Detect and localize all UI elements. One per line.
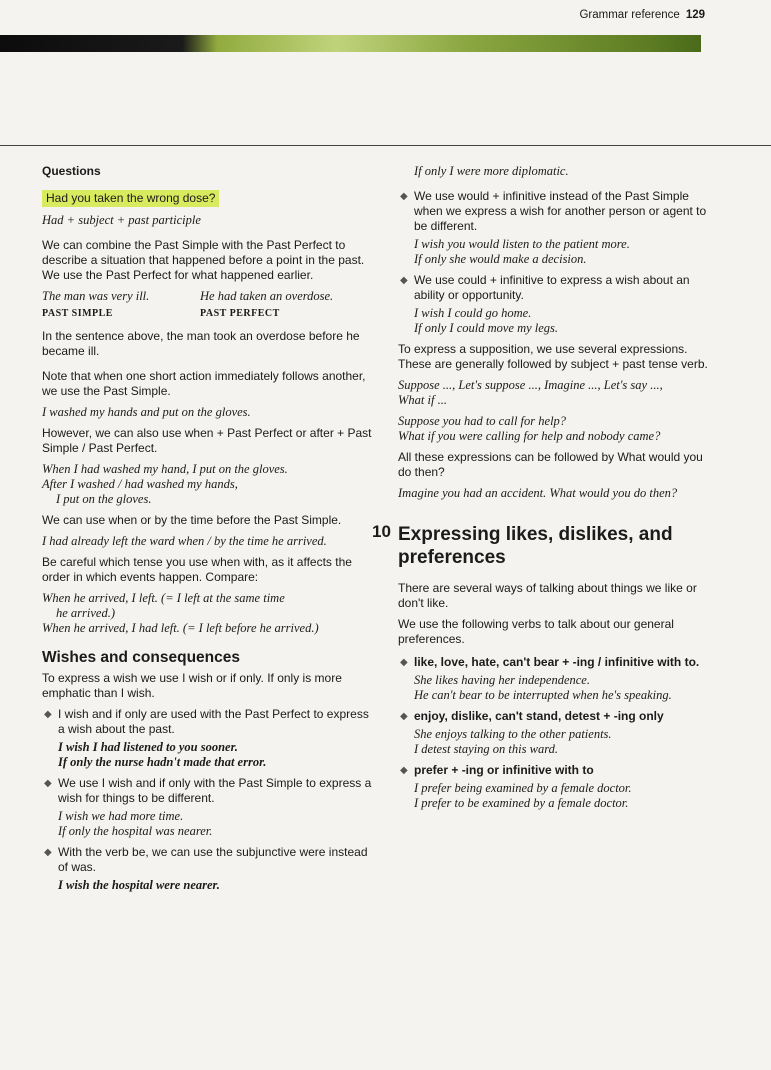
- page-number: 129: [685, 9, 705, 21]
- bullet-icon: ◆: [400, 711, 408, 722]
- bullet-text: We use would + infinitive instead of the Past Simple when we express a wish for another person or agent to be different.: [414, 189, 707, 233]
- bullet-example: If only I could move my legs.: [414, 321, 559, 335]
- example-diplomatic: If only I were more diplomatic.: [414, 164, 569, 178]
- bullet-icon: ◆: [400, 275, 408, 286]
- paragraph-suppose: To express a supposition, we use several expressions. These are generally followed by subject + past tense verb.: [398, 342, 708, 371]
- bullet-icon: ◆: [44, 709, 52, 720]
- paragraph-bytime: We can use when or by the time before the Past Simple.: [42, 513, 342, 527]
- example-call: Suppose you had to call for help?: [398, 414, 567, 428]
- bullet-examples: [414, 727, 716, 757]
- wish-bullet: [42, 845, 372, 893]
- divider-rule: [0, 145, 771, 146]
- paragraph-ways: There are several ways of talking about things we like or don't like.: [398, 581, 697, 610]
- verb-bullet: [398, 763, 716, 811]
- verb-bullet: [398, 709, 716, 757]
- bullet-examples: [414, 673, 716, 703]
- paragraph-express-wish: To express a wish we use I wish or if only. If only is more emphatic than I wish.: [42, 671, 342, 700]
- section-number: 10: [372, 522, 391, 541]
- bullet-example: I wish we had more time.: [58, 809, 184, 823]
- bullet-example: She likes having her independence.: [414, 673, 590, 687]
- bullet-examples: [414, 781, 716, 811]
- bullet-icon: ◆: [44, 778, 52, 789]
- paragraph-careful: Be careful which tense you use when with, as it affects the order in which events happen. Compare:: [42, 555, 352, 584]
- paragraph-however: However, we can also use when + Past Perfect or after + Past Simple / Past Perfect.: [42, 426, 372, 455]
- bullet-example: I wish the hospital were nearer.: [58, 878, 220, 892]
- bullet-example: I wish I could go home.: [414, 306, 532, 320]
- bullet-example: If only the hospital was nearer.: [58, 824, 213, 838]
- paragraph-above: In the sentence above, the man took an overdose before he became ill.: [42, 329, 360, 358]
- suppose-expressions: [398, 378, 716, 408]
- example-compare-2: When he arrived, I had left. (= I left before he arrived.): [42, 621, 319, 635]
- bullet-examples: [58, 878, 372, 893]
- example-compare-1: When he arrived, I left. (= I left at the same time: [42, 591, 285, 605]
- example-call: What if you were calling for help and nobody came?: [398, 429, 661, 443]
- bullet-icon: ◆: [400, 765, 408, 776]
- example-after-cont: I put on the gloves.: [56, 492, 152, 506]
- example-ill: The man was very ill.: [42, 289, 150, 303]
- call-examples: [398, 414, 716, 444]
- expression-line: What if ...: [398, 393, 447, 407]
- bullet-text: We use could + infinitive to express a wish about an ability or opportunity.: [414, 273, 690, 302]
- example-imagine: Imagine you had an accident. What would you do then?: [398, 486, 678, 500]
- bullet-head: enjoy, dislike, can't stand, detest + -ing only: [414, 709, 664, 723]
- example-compare-1-cont: he arrived.): [56, 606, 116, 620]
- expression-line: Suppose ..., Let's suppose ..., Imagine ..., Let's say ...,: [398, 378, 663, 392]
- wish-bullet: [42, 776, 372, 839]
- bullet-example: If only the nurse hadn't made that error.: [58, 755, 267, 769]
- example-washed: I washed my hands and put on the gloves.: [42, 405, 251, 419]
- paragraph-followed: All these expressions can be followed by What would you do then?: [398, 450, 703, 479]
- bullet-example: He can't bear to be interrupted when he's speaking.: [414, 688, 672, 702]
- example-after: After I washed / had washed my hands,: [42, 477, 238, 491]
- tense-labels: [42, 306, 372, 321]
- could-bullet: [398, 273, 716, 336]
- question-formula: Had + subject + past participle: [42, 213, 201, 227]
- bullet-head: like, love, hate, can't bear + -ing / infinitive with to.: [414, 655, 700, 669]
- bullet-example: I wish I had listened to you sooner.: [58, 740, 238, 754]
- bullet-example: I wish you would listen to the patient more.: [414, 237, 630, 251]
- bullet-icon: ◆: [400, 657, 408, 668]
- example-overdose: He had taken an overdose.: [200, 289, 334, 303]
- left-column: [42, 164, 372, 899]
- paragraph-combine: We can combine the Past Simple with the Past Perfect to describe a situation that happened before a point in the past. We use the Past Perfect for what happened earlier.: [42, 238, 365, 282]
- bullet-examples: [58, 809, 372, 839]
- tense-example-row: [42, 289, 372, 304]
- bullet-text: I wish and if only are used with the Past Perfect to express a wish about the past.: [58, 707, 369, 736]
- paragraph-note: Note that when one short action immediately follows another, we use the Past Simple.: [42, 369, 366, 398]
- right-column: [372, 164, 716, 817]
- bullet-example: I detest staying on this ward.: [414, 742, 558, 756]
- bullet-text: We use I wish and if only with the Past Simple to express a wish for things to be different.: [58, 776, 372, 805]
- compare-examples: [42, 591, 372, 636]
- bullet-examples: [414, 306, 716, 336]
- bullet-icon: ◆: [400, 191, 408, 202]
- bullet-examples: [414, 237, 716, 267]
- bullet-example: She enjoys talking to the other patients.: [414, 727, 612, 741]
- bullet-example: If only she would make a decision.: [414, 252, 587, 266]
- section-heading: [372, 523, 716, 569]
- highlighted-question: Had you taken the wrong dose?: [42, 190, 219, 207]
- label-past-perfect: PAST PERFECT: [200, 308, 280, 319]
- bullet-head: prefer + -ing or infinitive with to: [414, 763, 594, 777]
- paragraph-verbs: We use the following verbs to talk about our general preferences.: [398, 617, 674, 646]
- section-name: Grammar reference: [579, 9, 680, 21]
- bullet-text: With the verb be, we can use the subjunctive were instead of was.: [58, 845, 368, 874]
- bullet-examples: [58, 740, 372, 770]
- questions-heading: Questions: [42, 164, 101, 178]
- verb-bullet: [398, 655, 716, 703]
- when-after-examples: [42, 462, 372, 507]
- wishes-heading: Wishes and consequences: [42, 649, 240, 666]
- example-when: When I had washed my hand, I put on the gloves.: [42, 462, 288, 476]
- bullet-example: I prefer being examined by a female doctor.: [414, 781, 632, 795]
- bullet-example: I prefer to be examined by a female doctor.: [414, 796, 629, 810]
- question-example: [42, 190, 372, 207]
- section-title: Expressing likes, dislikes, and preferences: [398, 524, 673, 568]
- bullet-icon: ◆: [44, 847, 52, 858]
- would-bullet: [398, 189, 716, 267]
- label-past-simple: PAST SIMPLE: [42, 308, 113, 319]
- wish-bullet: [42, 707, 372, 770]
- page-header: [579, 9, 705, 21]
- example-bytime: I had already left the ward when / by the time he arrived.: [42, 534, 327, 548]
- header-band: [0, 35, 701, 52]
